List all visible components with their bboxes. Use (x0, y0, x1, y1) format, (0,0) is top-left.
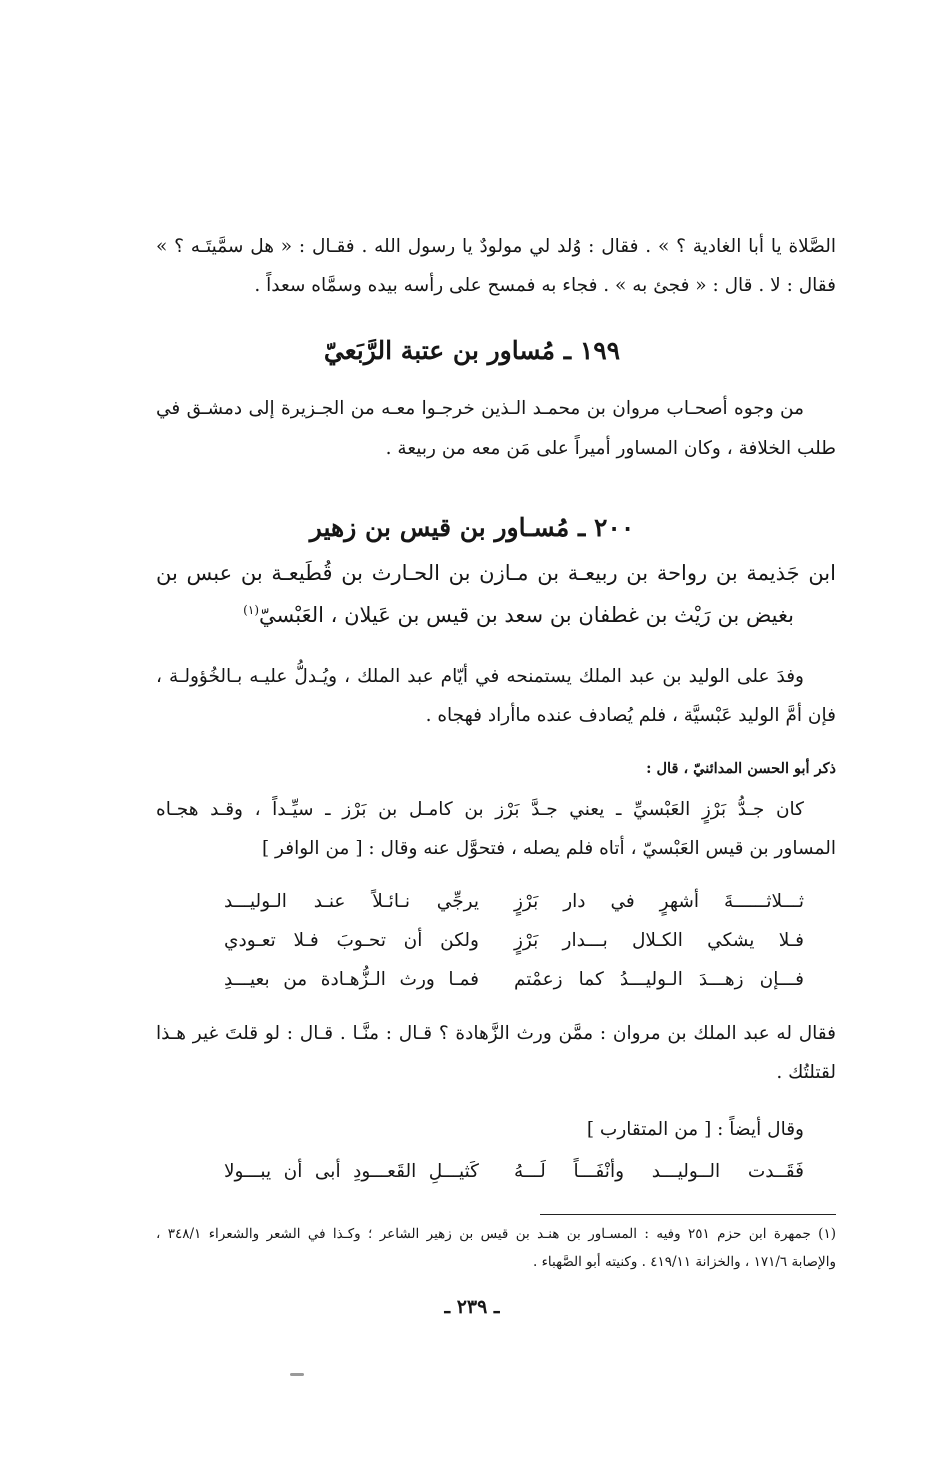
text-line: وفدَ على الوليد بن عبد الملك يستمنحه في أيّام عبد الملك ، ويُـدلُّ عليـه بـالخُؤولـة ، (156, 666, 804, 687)
verse-hemistich: كَثيـــلِ القَعـــودِ أبى أن يبـــولا (224, 1161, 479, 1182)
genealogy-line: ابن جَذيمة بن رواحة بن ربيعـة بن مـازن بن الحـارث بن قُطَيعـة بن عبس بن (156, 561, 836, 585)
verse-hemistich: فَقَــدت الــوليـــد وأنْفَـــاً لَـــهُ (514, 1161, 804, 1182)
text-line: فقال : لا . قال : « فجئ به » . فجاء به فمسح على رأسه بيده وسمَّاه سعداً . (254, 275, 836, 296)
text-line: فقال له عبد الملك بن مروان : ممَّن ورث الزَّهادة ؟ قـال : منَّـا . قـال : لو قلتَ غير هـذا (156, 1023, 836, 1044)
verse-hemistich: ولكن أن تحـوبَ فـلا تعـودي (224, 930, 479, 951)
text-line: فإن أمَّ الوليد عَبْسيَّة ، فلم يُصادف عنده ماأراد فهجاه . (425, 705, 836, 726)
verse-hemistich: فـــإن زهـــدَ الـوليـــدُ كما زعمْتم (514, 969, 804, 990)
text-line: طلب الخلافة ، وكان المساور أميراً على مَن معه من ربيعة . (385, 438, 836, 459)
entry-heading-200: ٢٠٠ ـ مُسـاور بن قيس بن زهير (309, 513, 635, 542)
footnote-line: والإصابة ١٧١/٦ ، والخزانة ٤١٩/١١ . وكنيته أبو الصَّهباء . (532, 1254, 836, 1270)
footnote-line: (١) جمهرة ابن حزم ٢٥١ وفيه : المسـاور بن هنـد بن قيس بن زهير الشاعر ؛ وكـذا في الشعر والشعراء ٣٤٨/١ ، (156, 1226, 836, 1242)
page-number: ـ ٢٣٩ ـ (444, 1296, 500, 1318)
genealogy-line (156, 594, 794, 631)
text-line: كان جـدُّ بَرْزٍ العَبْسيِّ ـ يعني جـدَّ بَرْز بن كامـل بن بَرْز ـ سيِّـداً ، وقـد هجـاه (156, 799, 804, 820)
source-line: ذكر أبو الحسن المدائنيّ ، قال : (646, 760, 836, 777)
scan-speck (290, 1373, 304, 1376)
verse-hemistich: ثـــلاثــــــةَ أشهرٍ في دار بَرْزٍ (514, 891, 804, 912)
verse-hemistich: فمـا ورث الـزُّهـادة من بعيـــدِ (224, 969, 479, 990)
verse-hemistich: فـلا يشكي الكـلال بـــدار بَرْزٍ (514, 930, 804, 951)
genealogy-text: بغيض بن رَيْث بن غطفان بن سعد بن قيس بن عَيلان ، العَبْسيّ (259, 603, 794, 627)
verse-hemistich: يرجِّي نـائـلاً عنـد الـوليـــد (224, 891, 479, 912)
text-line: لقتلتُك . (776, 1062, 836, 1083)
entry-heading-199: ١٩٩ ـ مُساور بن عتبة الرَّبَعيّ (323, 336, 621, 365)
poem-intro: وقال أيضاً : [ من المتقارب ] (586, 1119, 804, 1140)
text-line: الصَّلاة يا أبا الغادية ؟ » . فقال : وُلد لي مولودٌ يا رسول الله . فقـال : « هل سمَّيتَـه ؟ » (156, 236, 836, 257)
footnote-rule (540, 1214, 836, 1215)
text-line: من وجوه أصحـاب مروان بن محمـد الـذين خرجـوا معـه من الجـزيرة إلى دمشـق في (156, 398, 804, 419)
text-line: المساور بن قيس العَبْسيّ ، أتاه فلم يصله ، فتحوَّل عنه وقال : [ من الوافر ] (261, 838, 836, 859)
footnote-ref: (١) (243, 603, 259, 617)
